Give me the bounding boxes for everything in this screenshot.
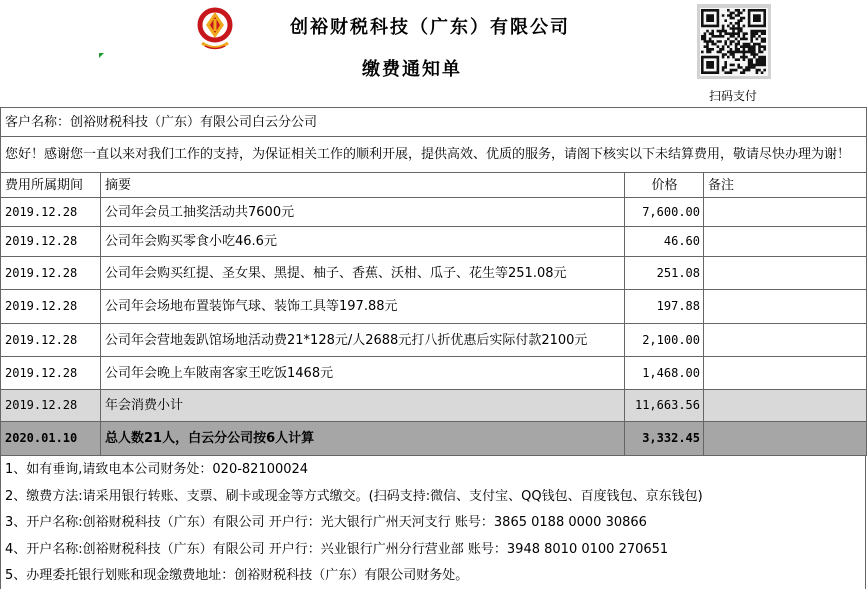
note-bank-account-2: 4、开户名称:创裕财税科技（广东）有限公司 开户行：兴业银行广州分行营业部 账号：3948 8010 0100 270651 xyxy=(5,541,669,557)
table-row xyxy=(1,290,867,324)
period-cell: 2019.12.28 xyxy=(1,198,101,227)
note-contact: 1、如有垂询,请致电本公司财务处：020-82100024 xyxy=(5,462,309,477)
subtotal-amount: 11,663.56 xyxy=(625,390,704,422)
qr-code-icon xyxy=(697,4,771,79)
note-cell xyxy=(704,198,867,227)
subtotal-note-cell xyxy=(704,390,867,422)
qr-code-graphic xyxy=(701,9,767,75)
period-cell: 2019.12.28 xyxy=(1,257,101,290)
summary-cell: 公司年会营地轰趴馆场地活动费21*128元/人2688元打八折优惠后实际付款2100元 xyxy=(101,324,625,357)
company-logo-icon xyxy=(195,6,235,52)
document-title: 缴费通知单 xyxy=(362,59,462,80)
greeting-row xyxy=(1,137,867,173)
note-cell xyxy=(704,357,867,390)
qr-code-frame xyxy=(700,8,768,76)
period-cell: 2019.12.28 xyxy=(1,227,101,257)
customer-cell xyxy=(1,108,867,137)
total-row xyxy=(1,422,867,456)
qr-caption: 扫码支付 xyxy=(709,89,758,103)
company-name: 创裕财税科技（广东）有限公司 xyxy=(290,17,570,38)
price-cell: 251.08 xyxy=(625,257,704,290)
greeting-text: 您好！感谢您一直以来对我们工作的支持，为保证相关工作的顺利开展，提供高效、优质的服务，请阁下核实以下未结算费用，敬请尽快办理为谢！ xyxy=(1,137,867,173)
table-row xyxy=(1,257,867,290)
subtotal-period-cell: 2019.12.28 xyxy=(1,390,101,422)
note-cell xyxy=(704,324,867,357)
fee-table xyxy=(0,107,867,456)
table-row xyxy=(1,227,867,257)
subtotal-row xyxy=(1,390,867,422)
customer-row xyxy=(1,108,867,137)
table-header-row xyxy=(1,173,867,198)
price-cell: 197.88 xyxy=(625,290,704,324)
column-header-period: 费用所属期间 xyxy=(1,173,101,198)
note-address: 5、办理委托银行划账和现金缴费地址：创裕财税科技（广东）有限公司财务处。 xyxy=(5,568,469,584)
note-payment-methods: 2、缴费方法:请采用银行转账、支票、刷卡或现金等方式缴交。(扫码支持:微信、支付宝、QQ钱包、百度钱包、京东钱包) xyxy=(5,488,703,504)
summary-cell: 公司年会晚上车陂南客家王吃饭1468元 xyxy=(101,357,625,390)
note-cell xyxy=(704,290,867,324)
table-row xyxy=(1,357,867,390)
period-cell: 2019.12.28 xyxy=(1,290,101,324)
column-header-note: 备注 xyxy=(704,173,867,198)
customer-name: 创裕财税科技（广东）有限公司白云分公司 xyxy=(70,114,318,130)
total-note-cell xyxy=(704,422,867,456)
summary-cell: 公司年会购买零食小吃46.6元 xyxy=(101,227,625,257)
period-cell: 2019.12.28 xyxy=(1,324,101,357)
note-bank-account-1: 3、开户名称:创裕财税科技（广东）有限公司 开户行：光大银行广州天河支行 账号：3865 0188 0000 30866 xyxy=(5,515,647,531)
total-period-cell: 2020.01.10 xyxy=(1,422,101,456)
summary-cell: 公司年会场地布置装饰气球、装饰工具等197.88元 xyxy=(101,290,625,324)
price-cell: 2,100.00 xyxy=(625,324,704,357)
summary-cell: 公司年会购买红提、圣女果、黑提、柚子、香蕉、沃柑、瓜子、花生等251.08元 xyxy=(101,257,625,290)
total-amount: 3,332.45 xyxy=(625,422,704,456)
cell-indicator-marker xyxy=(99,53,104,58)
column-header-price: 价格 xyxy=(625,173,704,198)
customer-label: 客户名称： xyxy=(5,114,71,130)
notes-section xyxy=(0,455,866,589)
table-row xyxy=(1,324,867,357)
total-label: 总人数21人，白云分公司按6人计算 xyxy=(101,422,625,456)
period-cell: 2019.12.28 xyxy=(1,357,101,390)
price-cell: 1,468.00 xyxy=(625,357,704,390)
price-cell: 46.60 xyxy=(625,227,704,257)
subtotal-label: 年会消费小计 xyxy=(101,390,625,422)
note-cell xyxy=(704,257,867,290)
note-cell xyxy=(704,227,867,257)
price-cell: 7,600.00 xyxy=(625,198,704,227)
table-row xyxy=(1,198,867,227)
summary-cell: 公司年会员工抽奖活动共7600元 xyxy=(101,198,625,227)
column-header-summary: 摘要 xyxy=(101,173,625,198)
